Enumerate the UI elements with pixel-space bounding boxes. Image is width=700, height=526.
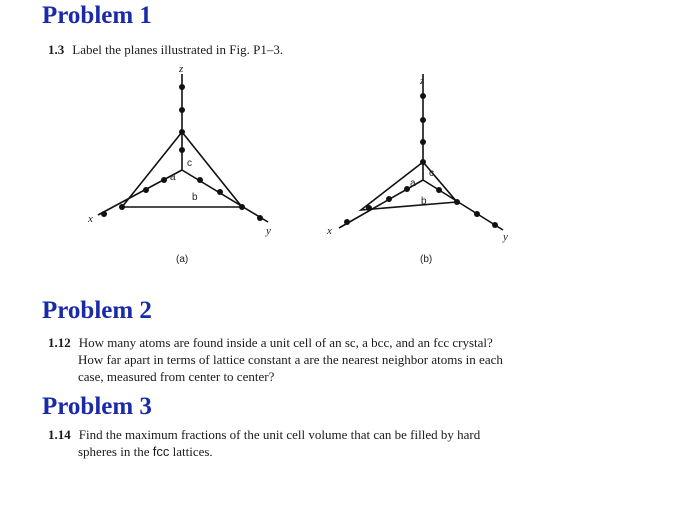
figure-a-caption: (a)	[176, 254, 189, 265]
figure-b	[325, 62, 525, 262]
problem-2-statement	[48, 334, 668, 385]
x-label-b: x	[327, 225, 332, 237]
x-label-a: x	[88, 213, 93, 225]
problem-3-statement	[48, 426, 668, 460]
problem-2-number: 1.12	[48, 335, 71, 350]
b-label-a: b	[192, 192, 198, 203]
problem-3-fcc: fcc	[152, 444, 170, 459]
problem-2-line-1: How many atoms are found inside a unit cell of an sc, a bcc, and an fcc crystal?	[78, 335, 493, 350]
c-label-b: c	[429, 168, 434, 179]
problem-2-line-2: How far apart in terms of lattice constant a are the nearest neighbor atoms in each	[78, 352, 503, 367]
problem-3-line-2-prefix: spheres in the	[78, 444, 150, 459]
problem-1-heading: Problem 1	[42, 2, 152, 29]
z-label-a: z	[179, 63, 184, 75]
y-label-a: y	[266, 225, 271, 237]
y-label-b: y	[503, 231, 508, 243]
problem-2-heading: Problem 2	[42, 297, 152, 324]
lattice-points-b	[344, 93, 498, 228]
figure-a	[80, 62, 280, 262]
problem-2-line-3: case, measured from center to center?	[78, 369, 275, 384]
z-label-b: z	[420, 75, 425, 87]
problem-1-text: Label the planes illustrated in Fig. P1–3.	[72, 42, 284, 57]
figure-b-caption: (b)	[420, 254, 433, 265]
plane-triangle-b	[361, 162, 457, 210]
a-label-b: a	[410, 178, 416, 189]
b-label-b: b	[421, 196, 427, 207]
problem-3-heading: Problem 3	[42, 393, 152, 420]
problem-1-statement	[48, 41, 283, 58]
problem-1-number: 1.3	[48, 42, 65, 57]
a-label-a: a	[170, 172, 176, 183]
c-label-a: c	[187, 158, 192, 169]
y-axis-b	[423, 180, 503, 230]
problem-3-line-1: Find the maximum fractions of the unit cell volume that can be filled by hard	[78, 427, 481, 442]
problem-3-number: 1.14	[48, 427, 71, 442]
problem-3-line-2-suffix: lattices.	[172, 444, 213, 459]
